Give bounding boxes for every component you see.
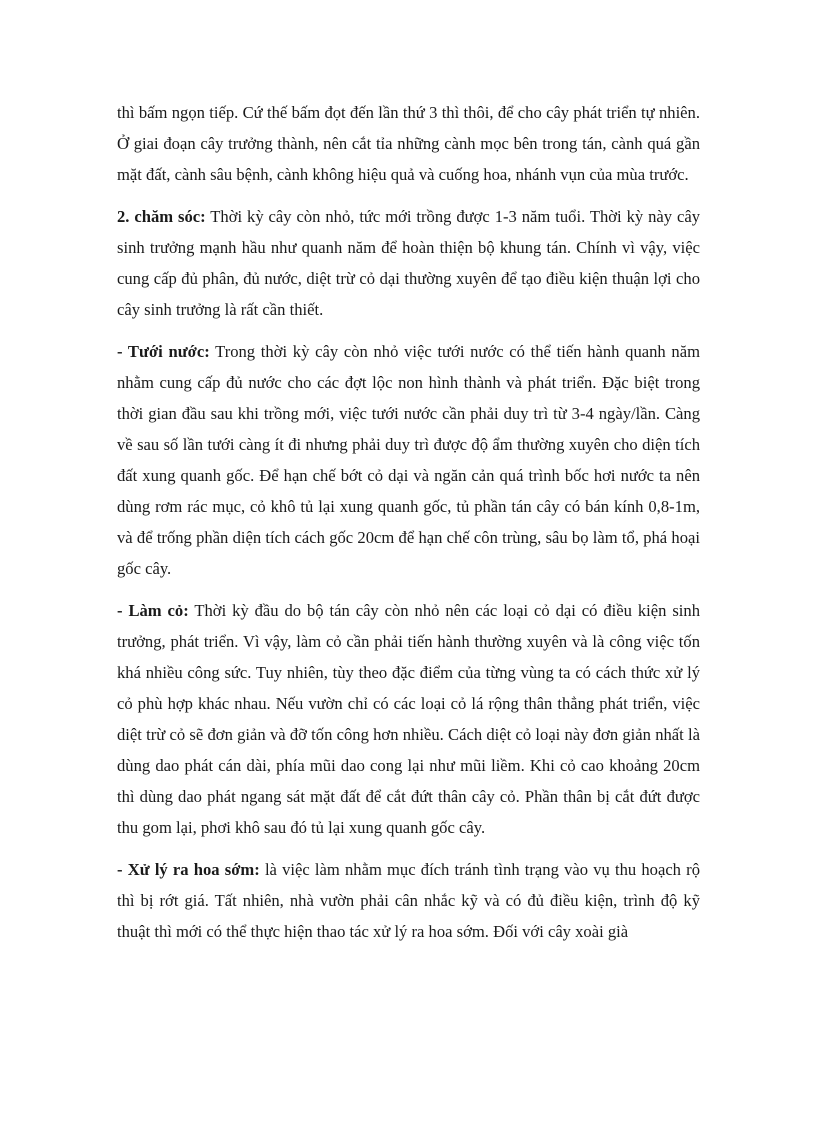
paragraph-text: là việc làm nhằm mục đích tránh tình trạng vào vụ thu hoạch rộ thì bị rớt giá. Tất nhiên, nhà vườn phải cân nhắc kỹ và có đủ điều kiện, trình độ kỹ thuật thì mới có thể thực hiện thao tác xử lý ra hoa sớm. Đối với cây xoài già xyxy=(117,860,700,941)
paragraph-text: Trong thời kỳ cây còn nhỏ việc tưới nước có thể tiến hành quanh năm nhằm cung cấp đủ nước cho các đợt lộc non hình thành và phát triển. Đặc biệt trong thời gian đầu sau khi trồng mới, việc tưới nước cần phải duy trì từ 3-4 ngày/lần. Càng về sau số lần tưới càng ít đi nhưng phải duy trì được độ ẩm thường xuyên cho diện tích đất xung quanh gốc. Để hạn chế bớt cỏ dại và ngăn cản quá trình bốc hơi nước ta nên dùng rơm rác mục, cỏ khô tủ lại xung quanh gốc, tủ phần tán cây có bán kính 0,8-1m, và để trống phần diện tích cách gốc 20cm để hạn chế côn trùng, sâu bọ làm tổ, phá hoại gốc cây. xyxy=(117,342,700,578)
paragraph-weeding xyxy=(117,595,700,843)
section-heading-early-flowering: - Xử lý ra hoa sớm: xyxy=(117,860,260,879)
section-heading-weeding: - Làm cỏ: xyxy=(117,601,189,620)
document-page xyxy=(117,97,700,958)
section-heading-care: 2. chăm sóc: xyxy=(117,207,206,226)
paragraph-text: Thời kỳ đầu do bộ tán cây còn nhỏ nên các loại cỏ dại có điều kiện sinh trưởng, phát triển. Vì vậy, làm cỏ cần phải tiến hành thường xuyên và là công việc tốn khá nhiều công sức. Tuy nhiên, tùy theo đặc điểm của từng vùng ta có cách thức xử lý cỏ phù hợp khác nhau. Nếu vườn chỉ có các loại cỏ lá rộng thân thẳng phát triển, việc diệt trừ cỏ sẽ đơn giản và đỡ tốn công hơn nhiều. Cách diệt cỏ loại này đơn giản nhất là dùng dao phát cán dài, phía mũi dao cong lại như mũi liềm. Khi cỏ cao khoảng 20cm thì dùng dao phát ngang sát mặt đất để cắt đứt thân cây cỏ. Phần thân bị cắt đứt được thu gom lại, phơi khô sau đó tủ lại xung quanh gốc cây. xyxy=(117,601,700,837)
paragraph-care xyxy=(117,201,700,325)
section-heading-watering: - Tưới nước: xyxy=(117,342,210,361)
paragraph-pruning-continued xyxy=(117,97,700,190)
paragraph-text: thì bấm ngọn tiếp. Cứ thế bấm đọt đến lần thứ 3 thì thôi, để cho cây phát triển tự nhiên. Ở giai đoạn cây trưởng thành, nên cắt tỉa những cành mọc bên trong tán, cành quá gần mặt đất, cành sâu bệnh, cành không hiệu quả và cuống hoa, nhánh vụn của mùa trước. xyxy=(117,103,700,184)
paragraph-early-flowering xyxy=(117,854,700,947)
paragraph-text: Thời kỳ cây còn nhỏ, tức mới trồng được 1-3 năm tuổi. Thời kỳ này cây sinh trưởng mạnh hầu như quanh năm để hoàn thiện bộ khung tán. Chính vì vậy, việc cung cấp đủ phân, đủ nước, diệt trừ cỏ dại thường xuyên để tạo điều kiện thuận lợi cho cây sinh trưởng là rất cần thiết. xyxy=(117,207,700,319)
paragraph-watering xyxy=(117,336,700,584)
